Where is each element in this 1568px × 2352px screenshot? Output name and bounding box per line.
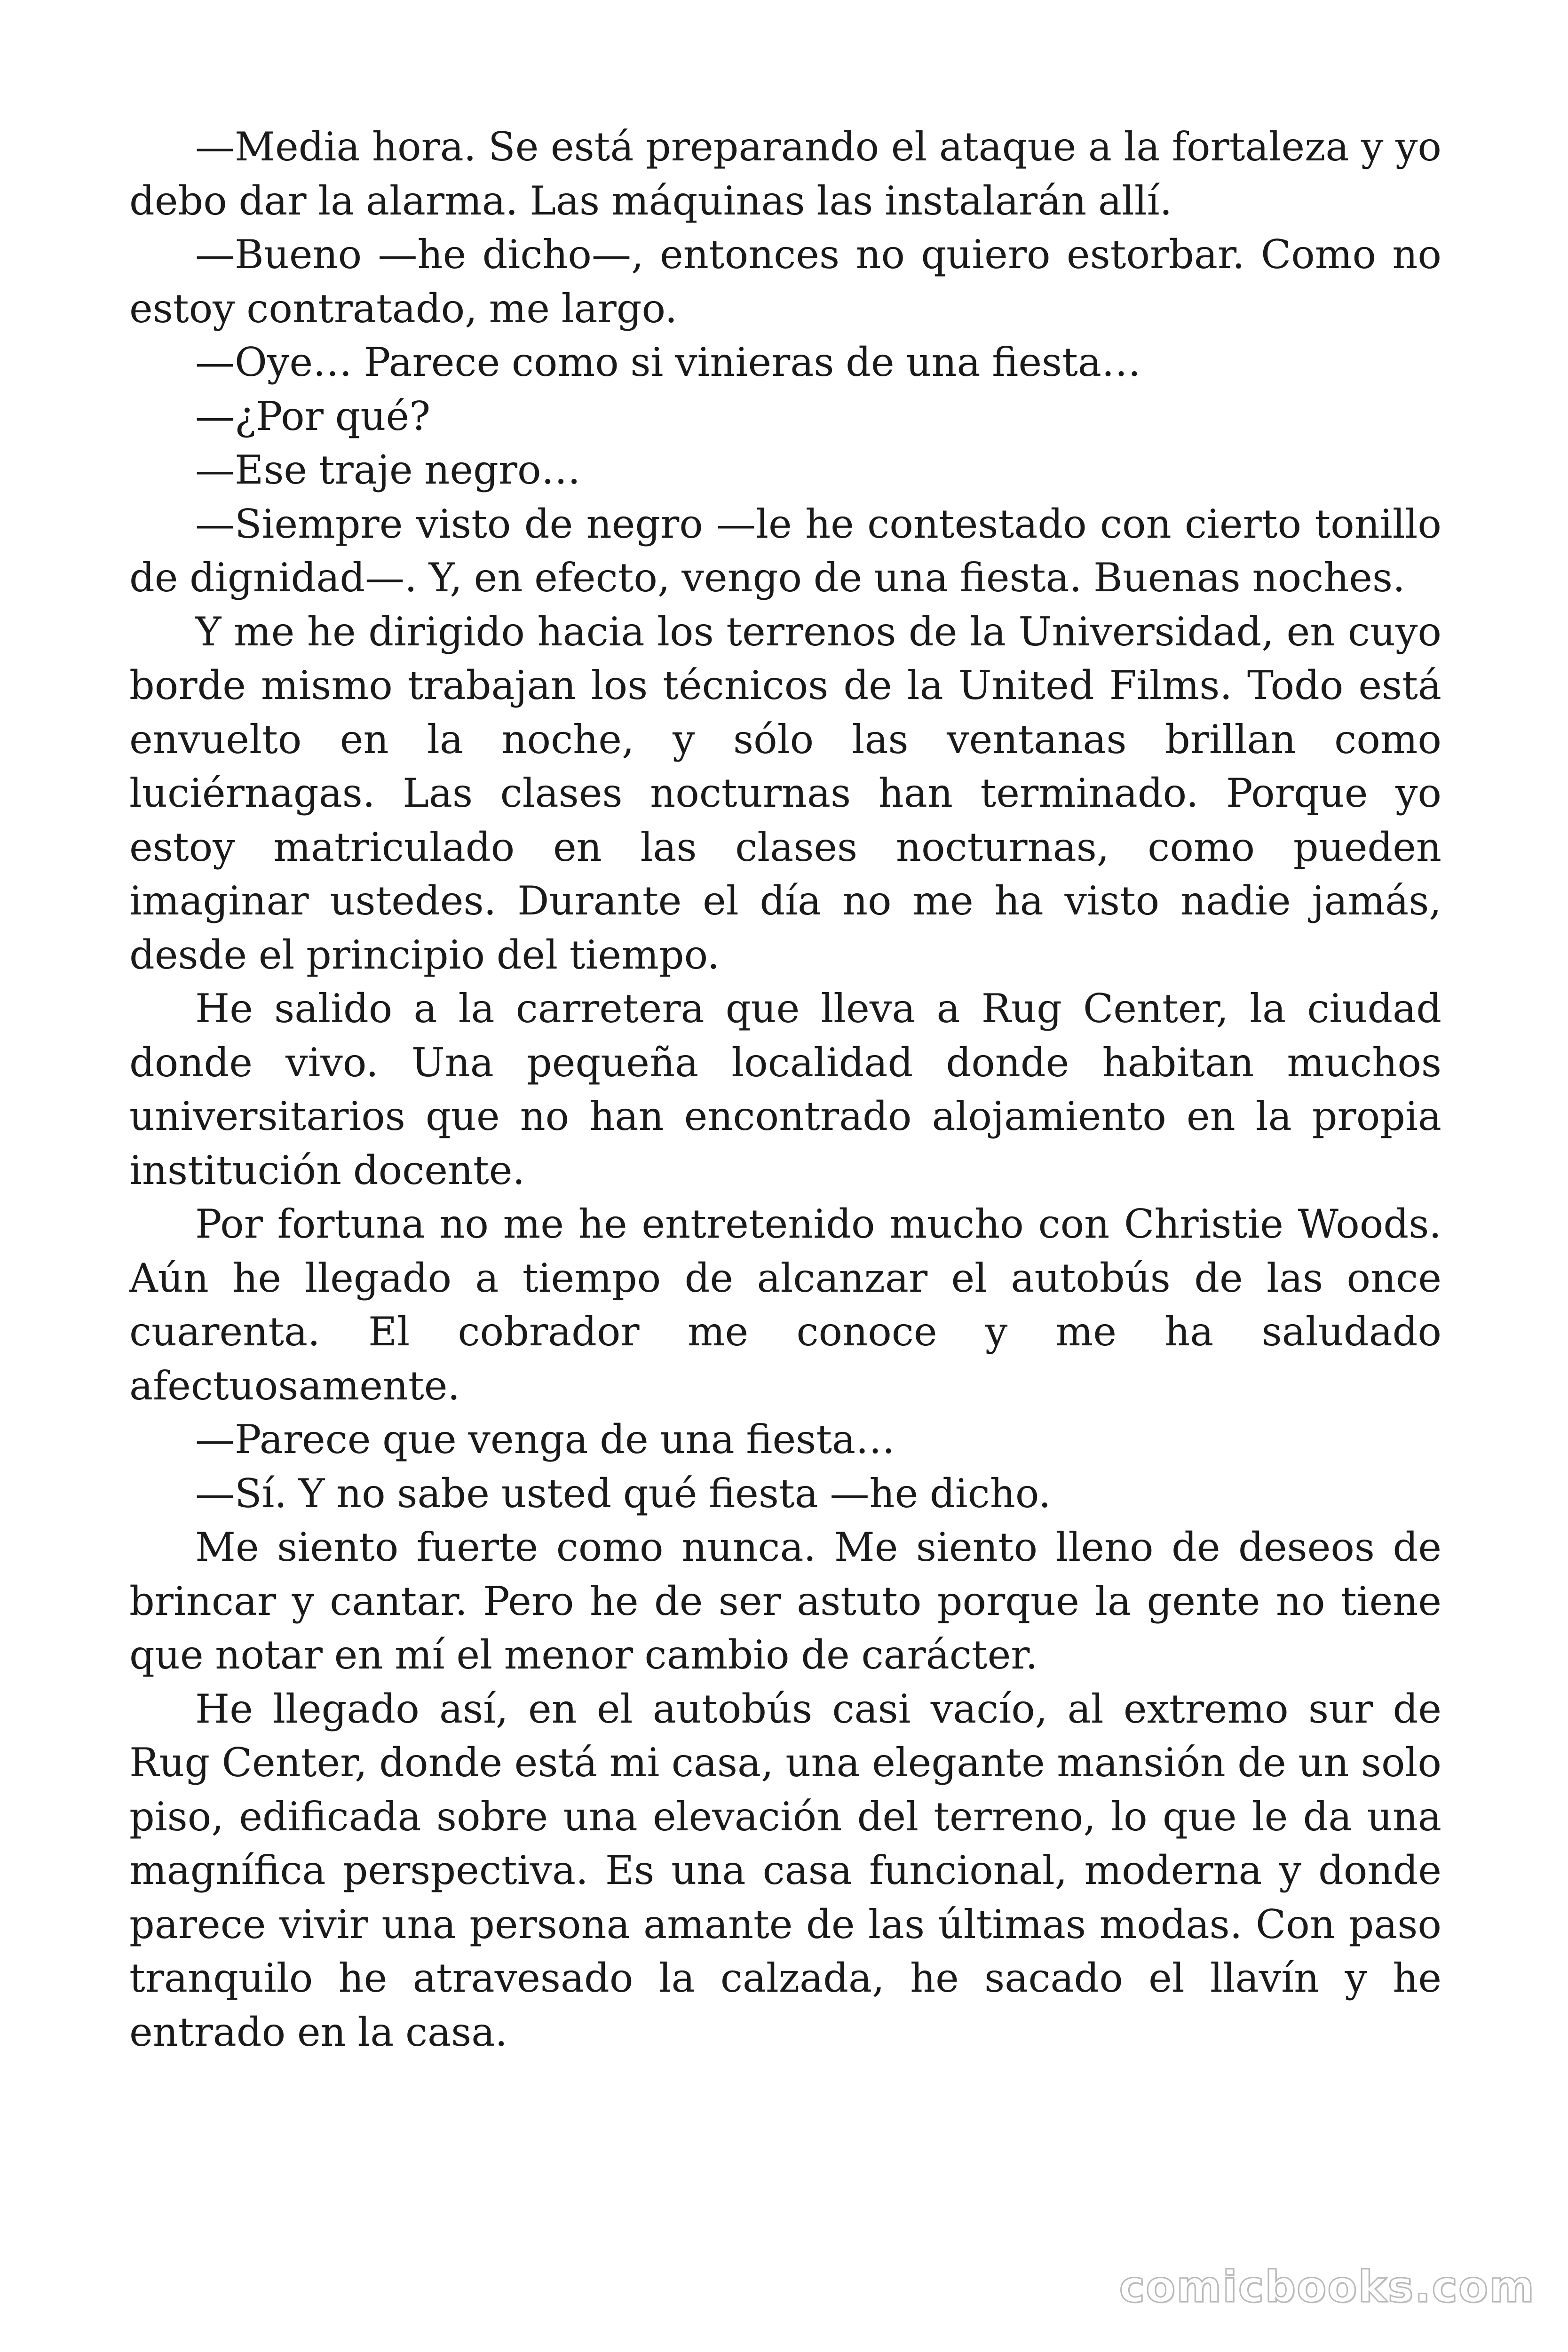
paragraph-10: —Parece que venga de una fiesta… <box>195 1416 895 1462</box>
paragraph-6: —Siempre visto de negro —le he contestado con cierto tonillo de dignidad—. Y, en efecto, vengo de una fiesta. Buenas noches. <box>129 501 1441 601</box>
paragraph-2: —Bueno —he dicho—, entonces no quiero estorbar. Como no estoy contratado, me largo. <box>129 231 1441 332</box>
paragraph-1: —Media hora. Se está preparando el ataque a la fortaleza y yo debo dar la alarma. Las máquinas las instalarán allí. <box>129 124 1441 224</box>
paragraph-7: Y me he dirigido hacia los terrenos de la Universidad, en cuyo borde mismo trabajan los técnicos de la United Films. Todo está envuelto en la noche, y sólo las ventanas brillan como luciérnagas. Las clases nocturnas han terminado. Porque yo estoy matriculado en las clases nocturnas, como pueden imaginar ustedes. Durante el día no me ha visto nadie jamás, desde el principio del tiempo. <box>129 608 1441 978</box>
paragraph-3: —Oye… Parece como si vinieras de una fiesta… <box>195 339 1141 385</box>
paragraph-5: —Ese traje negro… <box>195 447 581 493</box>
paragraph-4: —¿Por qué? <box>195 393 431 439</box>
paragraph-13: He llegado así, en el autobús casi vacío, al extremo sur de Rug Center, donde está mi casa, una elegante mansión de un solo piso, edificada sobre una elevación del terreno, lo que le da una magnífica perspectiva. Es una casa funcional, moderna y donde parece vivir una persona amante de las últimas modas. Con paso tranquilo he atravesado la calzada, he sacado el llavín y he entrado en la casa. <box>129 1685 1441 2055</box>
paragraph-8: He salido a la carretera que lleva a Rug Center, la ciudad donde vivo. Una pequeña localidad donde habitan muchos universitarios que no han encontrado alojamiento en la propia institución docente. <box>129 985 1441 1193</box>
paragraph-11: —Sí. Y no sabe usted qué fiesta —he dicho. <box>195 1470 1051 1517</box>
page-body <box>129 120 1441 2059</box>
watermark: comicbooks.com <box>1119 2262 1535 2312</box>
paragraph-12: Me siento fuerte como nunca. Me siento lleno de deseos de brincar y cantar. Pero he de ser astuto porque la gente no tiene que notar en mí el menor cambio de carácter. <box>129 1524 1441 1678</box>
paragraph-9: Por fortuna no me he entretenido mucho con Christie Woods. Aún he llegado a tiempo de alcanzar el autobús de las once cuarenta. El cobrador me conoce y me ha saludado afectuosamente. <box>129 1201 1441 1409</box>
